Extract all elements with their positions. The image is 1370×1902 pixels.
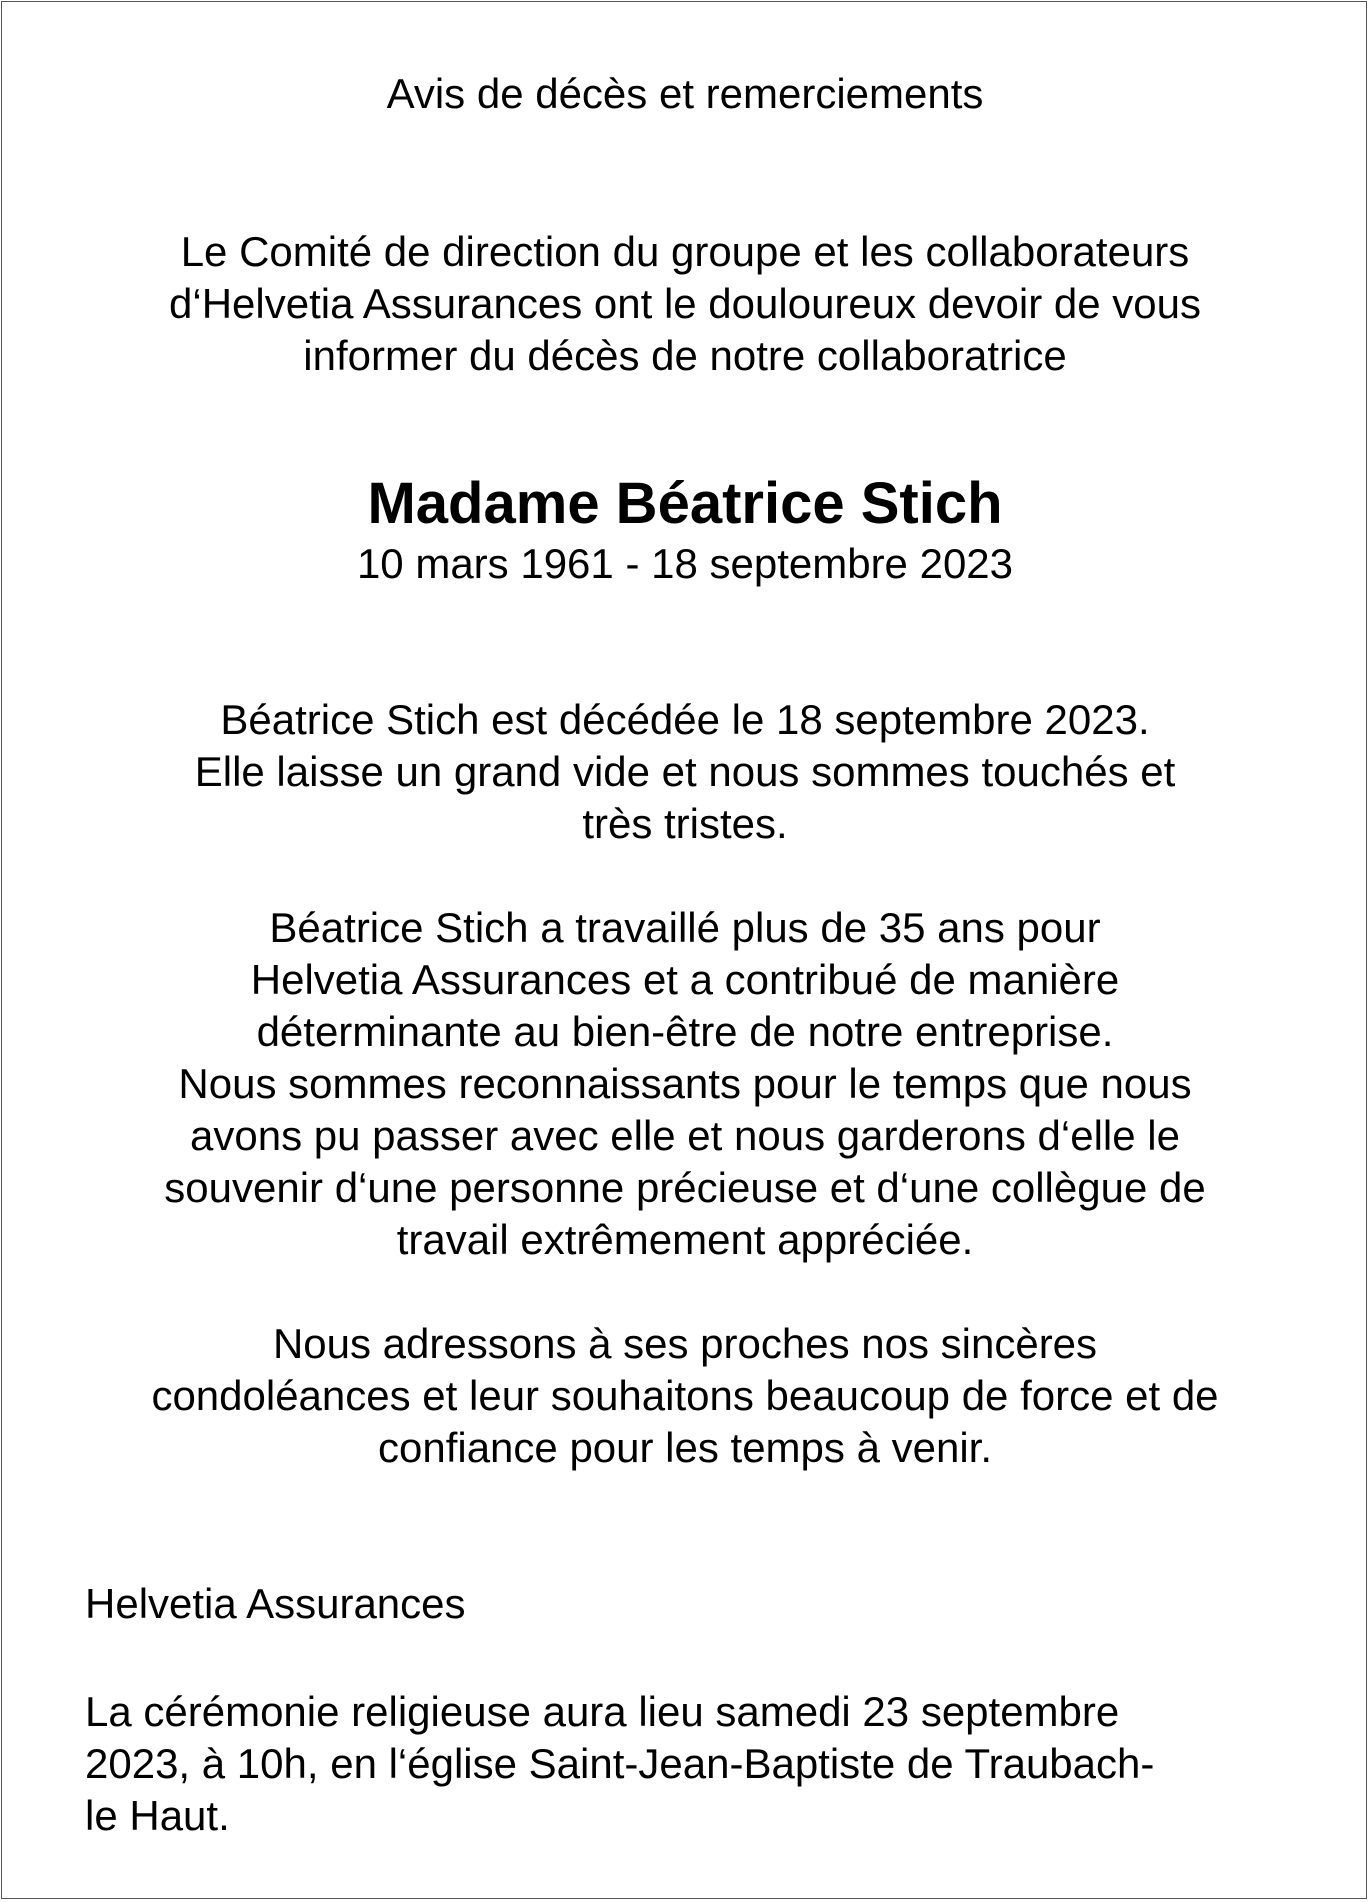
ceremony-line: le Haut. <box>85 1792 230 1839</box>
paragraph-career <box>60 902 1310 1266</box>
paragraph-line: Nous adressons à ses proches nos sincères <box>272 1320 1098 1367</box>
paragraph-line: déterminante au bien-être de notre entreprise. <box>256 1008 1114 1055</box>
intro-line: d‘Helvetia Assurances ont le douloureux devoir de vous <box>169 280 1201 327</box>
paragraph-line: confiance pour les temps à venir. <box>377 1424 992 1471</box>
paragraph-line: avons pu passer avec elle et nous garderons d‘elle le <box>190 1112 1180 1159</box>
ceremony-line: 2023, à 10h, en l‘église Saint-Jean-Baptiste de Traubach- <box>85 1740 1155 1787</box>
deceased-name: Madame Béatrice Stich <box>367 471 1003 536</box>
paragraph-line: travail extrêmement appréciée. <box>396 1216 974 1263</box>
paragraph-line: Béatrice Stich est décédée le 18 septembre 2023. <box>220 696 1150 743</box>
deceased-dates: 10 mars 1961 - 18 septembre 2023 <box>356 540 1014 587</box>
ceremony-line: La cérémonie religieuse aura lieu samedi 23 septembre <box>85 1688 1120 1735</box>
paragraph-line: Helvetia Assurances et a contribué de manière <box>250 956 1120 1003</box>
ceremony-paragraph <box>85 1686 1285 1842</box>
paragraph-line: Elle laisse un grand vide et nous sommes touchés et <box>194 748 1176 795</box>
intro-line: Le Comité de direction du groupe et les collaborateurs <box>180 228 1190 275</box>
paragraph-line: condoléances et leur souhaitons beaucoup de force et de <box>151 1372 1219 1419</box>
notice-header: Avis de décès et remerciements <box>386 70 984 117</box>
intro-line: informer du décès de notre collaboratrice <box>303 332 1067 379</box>
paragraph-line: Béatrice Stich a travaillé plus de 35 ans pour <box>269 904 1101 951</box>
paragraph-line: souvenir d‘une personne précieuse et d‘une collègue de <box>164 1164 1206 1211</box>
intro-paragraph <box>60 226 1310 382</box>
paragraph-line: très tristes. <box>582 800 788 847</box>
paragraph-line: Nous sommes reconnaissants pour le temps que nous <box>178 1060 1192 1107</box>
paragraph-death <box>60 694 1310 850</box>
signature: Helvetia Assurances <box>85 1580 466 1627</box>
paragraph-condolences <box>60 1318 1310 1474</box>
